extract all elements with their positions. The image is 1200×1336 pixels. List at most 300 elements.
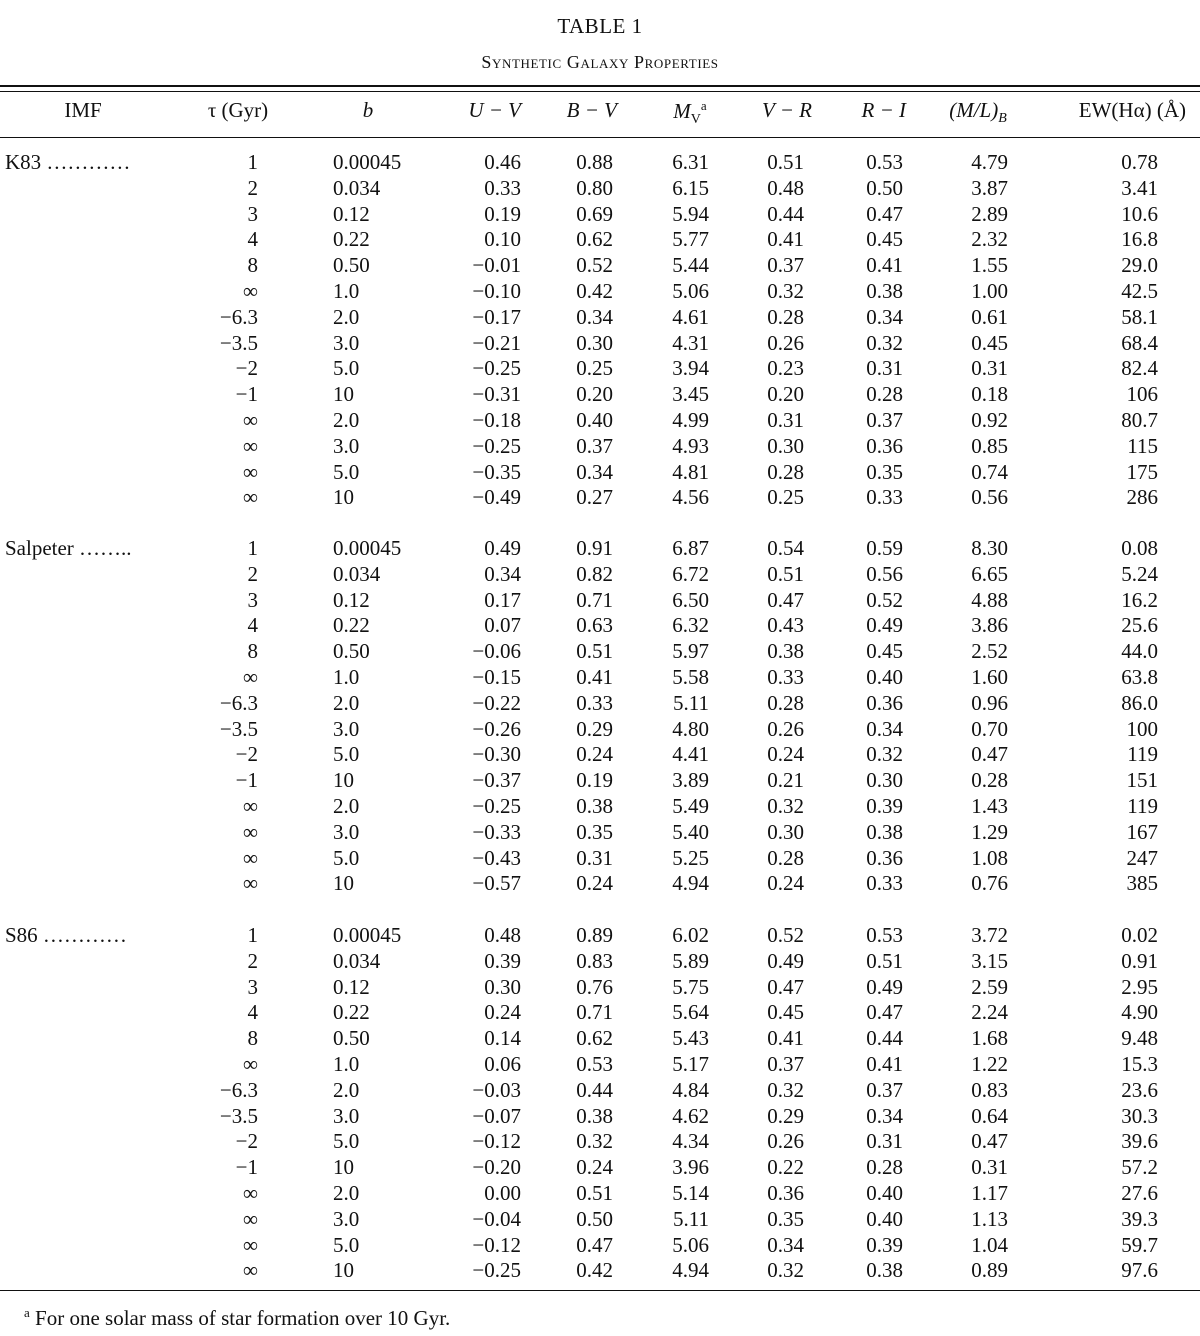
cell-mv: 4.41 <box>672 742 709 767</box>
cell-v-r: 0.24 <box>767 871 804 896</box>
cell-ew: 385 <box>1126 871 1158 896</box>
cell-r-i: 0.50 <box>866 175 903 200</box>
cell-tau: 4 <box>247 613 258 638</box>
cell-u-v: −0.17 <box>472 304 521 329</box>
cell-u-v: −0.49 <box>472 485 521 510</box>
cell-r-i: 0.28 <box>866 1155 903 1180</box>
cell-tau: 2 <box>247 175 258 200</box>
cell-mv: 6.31 <box>672 150 709 174</box>
cell-b-v: 0.34 <box>576 304 613 329</box>
cell-r-i: 0.33 <box>866 485 903 510</box>
cell-b: 0.50 <box>333 639 370 664</box>
cell-b-v: 0.24 <box>576 742 613 767</box>
table-row <box>0 561 1200 587</box>
cell-r-i: 0.45 <box>866 227 903 252</box>
table-number: TABLE 1 <box>557 14 643 38</box>
header-imf: IMF <box>64 98 102 122</box>
cell-b-v: 0.40 <box>576 408 613 432</box>
cell-mv: 4.34 <box>672 1129 709 1154</box>
cell-u-v: −0.12 <box>472 1232 521 1257</box>
cell-b-v: 0.38 <box>576 1103 613 1128</box>
cell-u-v: 0.07 <box>484 613 521 638</box>
cell-ml: 2.89 <box>971 201 1008 226</box>
cell-ew: 4.90 <box>1121 1000 1158 1025</box>
cell-mv: 6.50 <box>672 587 709 612</box>
cell-u-v: 0.19 <box>484 201 521 226</box>
table-row <box>0 484 1200 510</box>
cell-ew: 29.0 <box>1121 253 1158 278</box>
cell-b: 0.22 <box>333 1000 370 1025</box>
table-row <box>0 922 1200 948</box>
cell-v-r: 0.51 <box>767 150 804 174</box>
cell-r-i: 0.31 <box>866 1129 903 1154</box>
cell-v-r: 0.25 <box>767 485 804 510</box>
cell-b-v: 0.24 <box>576 871 613 896</box>
cell-mv: 3.89 <box>672 768 709 793</box>
cell-tau: ∞ <box>243 485 258 510</box>
cell-v-r: 0.29 <box>767 1103 804 1128</box>
cell-u-v: 0.39 <box>484 948 521 973</box>
cell-r-i: 0.38 <box>866 1258 903 1283</box>
cell-ew: 16.2 <box>1121 587 1158 612</box>
table-row <box>0 1077 1200 1103</box>
cell-mv: 6.32 <box>672 613 709 638</box>
cell-r-i: 0.32 <box>866 330 903 355</box>
cell-tau: 3 <box>247 974 258 999</box>
cell-b-v: 0.50 <box>576 1206 613 1231</box>
cell-u-v: 0.48 <box>484 923 521 947</box>
cell-ml: 1.60 <box>971 665 1008 689</box>
imf-label: S86 ………… <box>5 923 127 947</box>
cell-b: 5.0 <box>333 459 360 484</box>
cell-u-v: −0.21 <box>472 330 521 355</box>
table-row <box>0 433 1200 459</box>
cell-b-v: 0.52 <box>576 253 613 278</box>
cell-u-v: 0.49 <box>484 536 521 560</box>
cell-b-v: 0.53 <box>576 1052 613 1076</box>
footnote-marker: a <box>24 1305 30 1320</box>
cell-ew: 15.3 <box>1121 1052 1158 1076</box>
cell-tau: ∞ <box>243 819 258 844</box>
cell-ml: 1.43 <box>971 794 1008 818</box>
cell-b: 3.0 <box>333 330 360 355</box>
cell-v-r: 0.35 <box>767 1206 804 1231</box>
cell-r-i: 0.30 <box>866 768 903 793</box>
table-row <box>0 974 1200 1000</box>
top-rule-inner <box>0 91 1200 92</box>
cell-b-v: 0.31 <box>576 845 613 870</box>
cell-v-r: 0.51 <box>767 561 804 586</box>
cell-r-i: 0.31 <box>866 356 903 381</box>
cell-b-v: 0.34 <box>576 459 613 484</box>
cell-tau: 2 <box>247 561 258 586</box>
table-row <box>0 1257 1200 1283</box>
cell-b-v: 0.27 <box>576 485 613 510</box>
cell-mv: 5.06 <box>672 1232 709 1257</box>
cell-ew: 57.2 <box>1121 1155 1158 1180</box>
cell-mv: 4.61 <box>672 304 709 329</box>
top-rule <box>0 85 1200 87</box>
cell-u-v: 0.14 <box>484 1026 521 1051</box>
cell-ew: 25.6 <box>1121 613 1158 638</box>
cell-v-r: 0.48 <box>767 175 804 200</box>
cell-mv: 5.89 <box>672 948 709 973</box>
cell-u-v: −0.37 <box>472 768 521 793</box>
cell-mv: 3.45 <box>672 382 709 407</box>
cell-tau: −1 <box>235 1155 258 1180</box>
table-row <box>0 278 1200 304</box>
cell-ml: 1.08 <box>971 845 1008 870</box>
cell-b: 2.0 <box>333 304 360 329</box>
cell-u-v: −0.31 <box>472 382 521 407</box>
cell-v-r: 0.54 <box>767 536 804 560</box>
cell-b-v: 0.71 <box>576 1000 613 1025</box>
bottom-rule <box>0 1290 1200 1291</box>
cell-u-v: 0.00 <box>484 1181 521 1205</box>
cell-ml: 3.86 <box>971 613 1008 638</box>
cell-u-v: −0.25 <box>472 356 521 381</box>
cell-b: 3.0 <box>333 716 360 741</box>
cell-b: 10 <box>333 1258 354 1283</box>
cell-v-r: 0.21 <box>767 768 804 793</box>
cell-u-v: −0.57 <box>472 871 521 896</box>
cell-b: 0.22 <box>333 613 370 638</box>
cell-ml: 0.47 <box>971 742 1008 767</box>
cell-tau: −1 <box>235 382 258 407</box>
cell-b: 0.00045 <box>333 150 402 174</box>
cell-mv: 5.77 <box>672 227 709 252</box>
cell-ml: 0.61 <box>971 304 1008 329</box>
table-row <box>0 741 1200 767</box>
cell-ew: 2.95 <box>1121 974 1158 999</box>
header-rule <box>0 137 1200 138</box>
cell-ml: 1.68 <box>971 1026 1008 1051</box>
cell-ml: 0.85 <box>971 433 1008 458</box>
cell-ml: 2.32 <box>971 227 1008 252</box>
cell-ew: 59.7 <box>1121 1232 1158 1257</box>
cell-b: 0.50 <box>333 253 370 278</box>
table-row <box>0 793 1200 819</box>
cell-b: 5.0 <box>333 742 360 767</box>
cell-ew: 0.08 <box>1121 536 1158 560</box>
cell-mv: 5.97 <box>672 639 709 664</box>
cell-ml: 0.56 <box>971 485 1008 510</box>
cell-r-i: 0.39 <box>866 1232 903 1257</box>
cell-r-i: 0.36 <box>866 690 903 715</box>
cell-ew: 39.3 <box>1121 1206 1158 1231</box>
cell-v-r: 0.41 <box>767 227 804 252</box>
cell-v-r: 0.36 <box>767 1181 804 1205</box>
cell-r-i: 0.34 <box>866 1103 903 1128</box>
cell-ml: 0.45 <box>971 330 1008 355</box>
table-row <box>0 226 1200 252</box>
cell-b: 3.0 <box>333 819 360 844</box>
cell-r-i: 0.45 <box>866 639 903 664</box>
cell-r-i: 0.28 <box>866 382 903 407</box>
cell-u-v: −0.01 <box>472 253 521 278</box>
cell-mv: 6.87 <box>672 536 709 560</box>
cell-b-v: 0.80 <box>576 175 613 200</box>
cell-v-r: 0.32 <box>767 1258 804 1283</box>
cell-r-i: 0.36 <box>866 845 903 870</box>
cell-r-i: 0.37 <box>866 408 903 432</box>
table-row <box>0 201 1200 227</box>
cell-r-i: 0.40 <box>866 665 903 689</box>
cell-b-v: 0.47 <box>576 1232 613 1257</box>
cell-v-r: 0.32 <box>767 794 804 818</box>
cell-ml: 1.04 <box>971 1232 1008 1257</box>
cell-b-v: 0.88 <box>576 150 613 174</box>
cell-tau: 1 <box>247 923 258 947</box>
cell-ml: 3.15 <box>971 948 1008 973</box>
table-row <box>0 252 1200 278</box>
cell-ew: 119 <box>1127 794 1158 818</box>
cell-v-r: 0.23 <box>767 356 804 381</box>
cell-b-v: 0.30 <box>576 330 613 355</box>
cell-tau: ∞ <box>243 1206 258 1231</box>
cell-r-i: 0.39 <box>866 794 903 818</box>
cell-v-r: 0.28 <box>767 459 804 484</box>
cell-u-v: 0.06 <box>484 1052 521 1076</box>
header-u-v: U − V <box>468 98 521 122</box>
cell-b: 2.0 <box>333 1077 360 1102</box>
cell-r-i: 0.34 <box>866 304 903 329</box>
table-row <box>0 407 1200 433</box>
cell-mv: 3.96 <box>672 1155 709 1180</box>
cell-b-v: 0.51 <box>576 639 613 664</box>
imf-label: Salpeter …….. <box>5 536 132 560</box>
cell-u-v: −0.12 <box>472 1129 521 1154</box>
cell-mv: 5.11 <box>673 1206 709 1231</box>
header-r-i: R − I <box>861 98 906 122</box>
cell-mv: 5.06 <box>672 279 709 303</box>
table-row <box>0 870 1200 896</box>
cell-b-v: 0.62 <box>576 227 613 252</box>
cell-v-r: 0.34 <box>767 1232 804 1257</box>
cell-b-v: 0.51 <box>576 1181 613 1205</box>
cell-mv: 5.94 <box>672 201 709 226</box>
cell-u-v: −0.10 <box>472 279 521 303</box>
cell-ml: 0.96 <box>971 690 1008 715</box>
footnote-text: For one solar mass of star formation over 10 Gyr. <box>29 1306 451 1330</box>
cell-b: 5.0 <box>333 845 360 870</box>
cell-b: 0.00045 <box>333 536 402 560</box>
cell-ew: 23.6 <box>1121 1077 1158 1102</box>
cell-u-v: 0.33 <box>484 175 521 200</box>
cell-u-v: 0.30 <box>484 974 521 999</box>
cell-mv: 4.80 <box>672 716 709 741</box>
cell-ew: 0.02 <box>1121 923 1158 947</box>
table-row <box>0 1180 1200 1206</box>
cell-mv: 5.14 <box>672 1181 709 1205</box>
cell-tau: −2 <box>235 1129 258 1154</box>
header-mv-sub: V <box>690 112 701 128</box>
cell-ml: 1.13 <box>971 1206 1008 1231</box>
cell-v-r: 0.44 <box>767 201 804 226</box>
cell-u-v: −0.26 <box>472 716 521 741</box>
table-row <box>0 690 1200 716</box>
cell-tau: −3.5 <box>219 330 258 355</box>
cell-tau: 8 <box>247 639 258 664</box>
cell-ew: 42.5 <box>1121 279 1158 303</box>
cell-b: 3.0 <box>333 1206 360 1231</box>
cell-r-i: 0.41 <box>866 1052 903 1076</box>
cell-mv: 5.64 <box>672 1000 709 1025</box>
cell-u-v: −0.43 <box>472 845 521 870</box>
cell-b: 10 <box>333 1155 354 1180</box>
table-row <box>0 1232 1200 1258</box>
cell-v-r: 0.47 <box>767 974 804 999</box>
cell-r-i: 0.49 <box>866 974 903 999</box>
cell-ew: 9.48 <box>1121 1026 1158 1051</box>
cell-b-v: 0.38 <box>576 794 613 818</box>
cell-ew: 106 <box>1126 382 1158 407</box>
cell-mv: 4.93 <box>672 433 709 458</box>
footnote <box>24 1305 450 1331</box>
header-ew-halpha: EW(Hα) (Å) <box>1078 98 1186 122</box>
table-row <box>0 381 1200 407</box>
cell-ew: 30.3 <box>1121 1103 1158 1128</box>
cell-v-r: 0.28 <box>767 690 804 715</box>
cell-ml: 0.31 <box>971 356 1008 381</box>
cell-tau: 8 <box>247 253 258 278</box>
cell-b-v: 0.89 <box>576 923 613 947</box>
cell-ew: 5.24 <box>1121 561 1158 586</box>
cell-ew: 167 <box>1126 819 1158 844</box>
cell-b: 1.0 <box>333 1052 360 1076</box>
cell-ew: 82.4 <box>1121 356 1158 381</box>
cell-ml: 1.29 <box>971 819 1008 844</box>
cell-r-i: 0.53 <box>866 150 903 174</box>
cell-ml: 3.72 <box>971 923 1008 947</box>
header-b-v: B − V <box>566 98 617 122</box>
cell-mv: 4.99 <box>672 408 709 432</box>
cell-tau: ∞ <box>243 1052 258 1076</box>
cell-ml: 0.28 <box>971 768 1008 793</box>
cell-u-v: 0.17 <box>484 587 521 612</box>
header-mv-main: M <box>673 99 691 123</box>
header-ml-sub: B <box>998 111 1007 127</box>
table-row <box>0 330 1200 356</box>
cell-ml: 0.70 <box>971 716 1008 741</box>
cell-ew: 0.78 <box>1121 150 1158 174</box>
cell-ml: 2.24 <box>971 1000 1008 1025</box>
cell-tau: ∞ <box>243 1181 258 1205</box>
cell-ew: 58.1 <box>1121 304 1158 329</box>
cell-r-i: 0.47 <box>866 201 903 226</box>
cell-v-r: 0.37 <box>767 1052 804 1076</box>
cell-u-v: 0.46 <box>484 150 521 174</box>
cell-ew: 100 <box>1126 716 1158 741</box>
cell-b: 3.0 <box>333 433 360 458</box>
cell-r-i: 0.34 <box>866 716 903 741</box>
table-row <box>0 149 1200 175</box>
cell-u-v: −0.07 <box>472 1103 521 1128</box>
cell-u-v: 0.24 <box>484 1000 521 1025</box>
cell-ew: 10.6 <box>1121 201 1158 226</box>
header-ml-main: (M/L) <box>949 98 999 122</box>
cell-ml: 0.74 <box>971 459 1008 484</box>
cell-mv: 5.40 <box>672 819 709 844</box>
cell-u-v: −0.33 <box>472 819 521 844</box>
cell-r-i: 0.36 <box>866 433 903 458</box>
cell-mv: 4.94 <box>672 871 709 896</box>
cell-r-i: 0.47 <box>866 1000 903 1025</box>
cell-b: 2.0 <box>333 690 360 715</box>
cell-b-v: 0.69 <box>576 201 613 226</box>
cell-v-r: 0.33 <box>767 665 804 689</box>
cell-ew: 80.7 <box>1121 408 1158 432</box>
cell-b: 0.12 <box>333 974 370 999</box>
cell-tau: ∞ <box>243 279 258 303</box>
cell-b-v: 0.32 <box>576 1129 613 1154</box>
cell-ml: 4.88 <box>971 587 1008 612</box>
header-ml <box>949 98 1007 127</box>
cell-ml: 6.65 <box>971 561 1008 586</box>
cell-ml: 0.18 <box>971 382 1008 407</box>
cell-ml: 2.59 <box>971 974 1008 999</box>
cell-b: 1.0 <box>333 665 360 689</box>
cell-ml: 0.89 <box>971 1258 1008 1283</box>
cell-mv: 6.02 <box>672 923 709 947</box>
cell-ew: 119 <box>1127 742 1158 767</box>
cell-v-r: 0.37 <box>767 253 804 278</box>
cell-b-v: 0.25 <box>576 356 613 381</box>
cell-b: 1.0 <box>333 279 360 303</box>
cell-tau: −6.3 <box>219 1077 258 1102</box>
cell-u-v: −0.03 <box>472 1077 521 1102</box>
cell-b-v: 0.24 <box>576 1155 613 1180</box>
cell-tau: 1 <box>247 150 258 174</box>
cell-b: 0.12 <box>333 587 370 612</box>
cell-ew: 286 <box>1126 485 1158 510</box>
cell-ml: 1.00 <box>971 279 1008 303</box>
table-row <box>0 767 1200 793</box>
cell-v-r: 0.28 <box>767 304 804 329</box>
cell-v-r: 0.30 <box>767 819 804 844</box>
cell-ml: 2.52 <box>971 639 1008 664</box>
table-row <box>0 304 1200 330</box>
cell-tau: ∞ <box>243 1258 258 1283</box>
cell-b: 10 <box>333 485 354 510</box>
cell-b-v: 0.19 <box>576 768 613 793</box>
cell-b: 0.22 <box>333 227 370 252</box>
cell-mv: 5.11 <box>673 690 709 715</box>
cell-u-v: −0.25 <box>472 794 521 818</box>
cell-tau: −1 <box>235 768 258 793</box>
cell-u-v: −0.25 <box>472 433 521 458</box>
cell-tau: −2 <box>235 742 258 767</box>
cell-v-r: 0.26 <box>767 716 804 741</box>
cell-u-v: −0.04 <box>472 1206 521 1231</box>
cell-ew: 0.91 <box>1121 948 1158 973</box>
table-row <box>0 1128 1200 1154</box>
header-tau: τ (Gyr) <box>207 98 269 122</box>
table-caption: Synthetic Galaxy Properties <box>481 52 719 72</box>
table-row <box>0 175 1200 201</box>
table-row <box>0 612 1200 638</box>
cell-r-i: 0.37 <box>866 1077 903 1102</box>
cell-r-i: 0.32 <box>866 742 903 767</box>
cell-b: 2.0 <box>333 1181 360 1205</box>
cell-tau: ∞ <box>243 845 258 870</box>
cell-ew: 63.8 <box>1121 665 1158 689</box>
cell-ew: 16.8 <box>1121 227 1158 252</box>
cell-v-r: 0.20 <box>767 382 804 407</box>
cell-v-r: 0.26 <box>767 330 804 355</box>
cell-b-v: 0.41 <box>576 665 613 689</box>
cell-b-v: 0.37 <box>576 433 613 458</box>
